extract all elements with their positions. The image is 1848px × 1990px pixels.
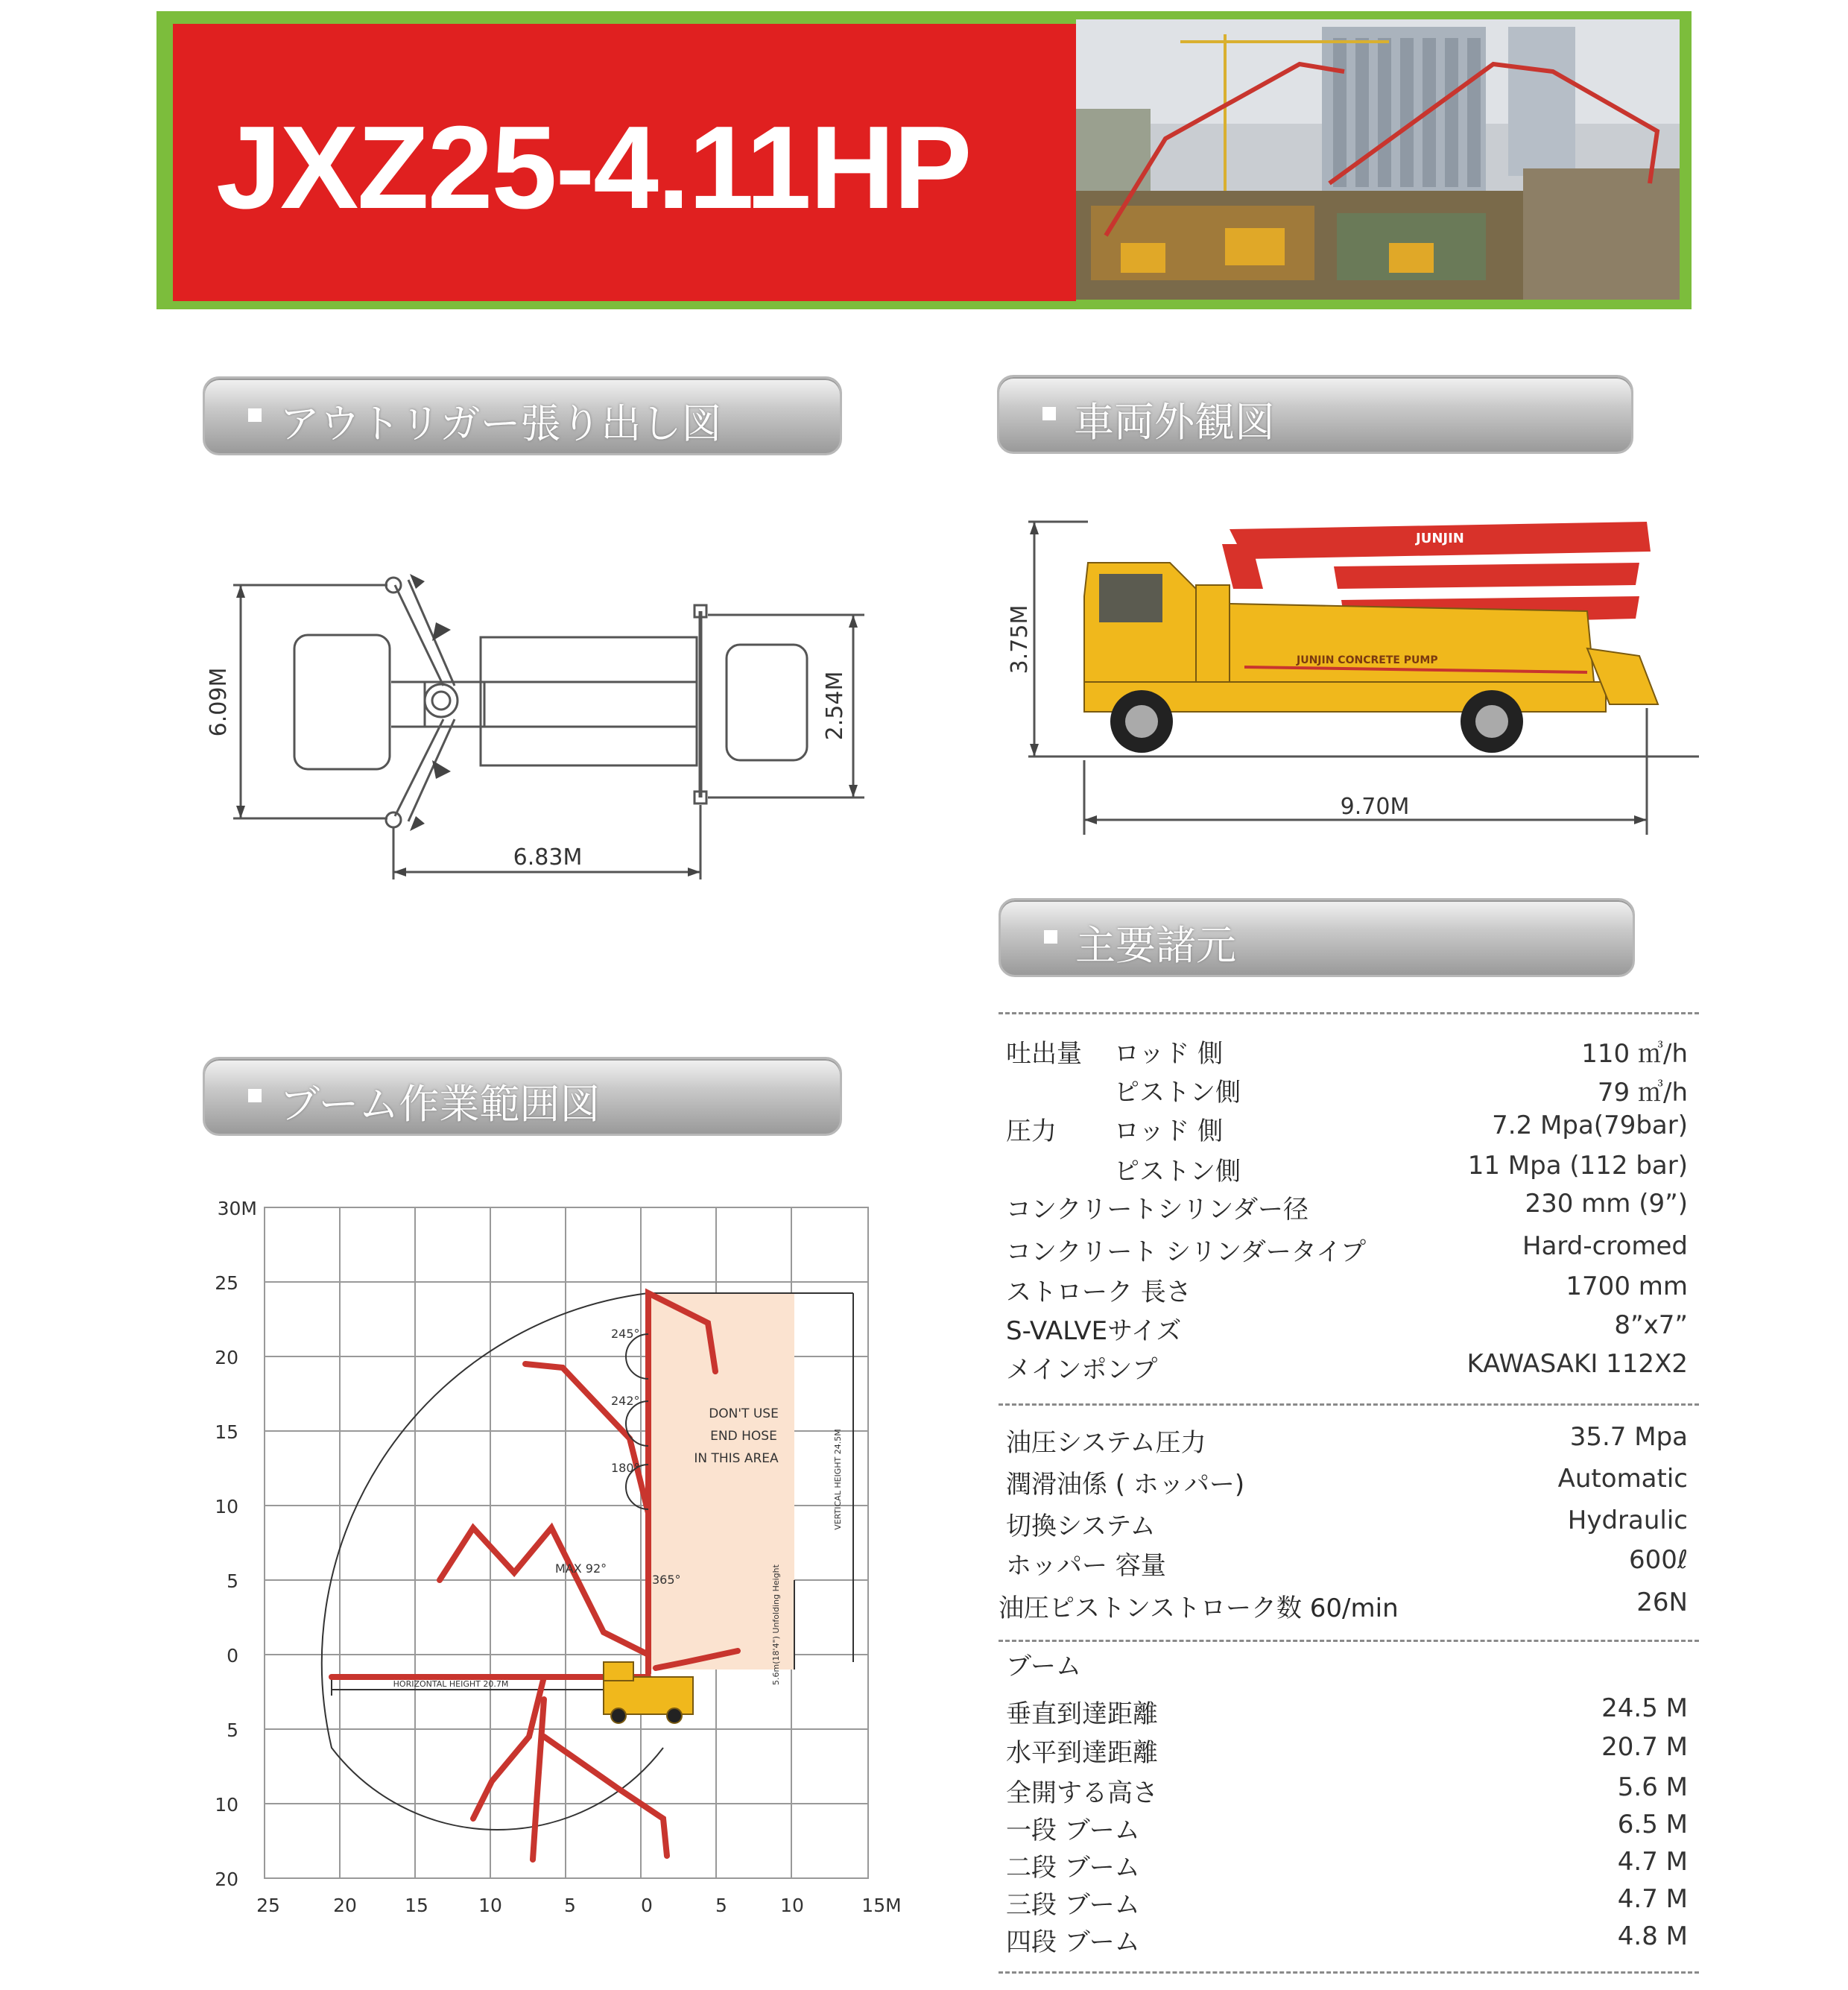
- unfold-height-label: 5.6m(18'4") Unfolding Height: [771, 1564, 781, 1685]
- y-tick: 10: [215, 1496, 238, 1517]
- spec-row: S-VALVEサイズ 8”x7”: [1006, 1310, 1688, 1346]
- cab-outline: [294, 635, 390, 769]
- spec-row: コンクリート シリンダータイプ Hard-cromed: [1006, 1231, 1688, 1267]
- spec-row: ストローク 長さ 1700 mm: [1006, 1272, 1688, 1307]
- model-title: JXZ25-4.11HP: [216, 102, 971, 233]
- x-tick: 0: [641, 1895, 653, 1916]
- notice-line: END HOSE: [710, 1429, 777, 1444]
- section-header-outrigger: [203, 376, 842, 455]
- y-tick: 5: [227, 1719, 238, 1741]
- dim-rear-width: 2.54M: [822, 671, 848, 741]
- spec-row: 水平到達距離 20.7 M: [1006, 1732, 1688, 1768]
- angle-label: 365°: [652, 1573, 681, 1587]
- arrow-icon: [410, 816, 425, 831]
- dim-vehicle-length: 9.70M: [1340, 794, 1410, 820]
- y-tick: 0: [227, 1645, 238, 1667]
- spec-row: 垂直到達距離 24.5 M: [1006, 1693, 1688, 1729]
- y-tick: 15: [215, 1421, 238, 1443]
- horizontal-height-label: HORIZONTAL HEIGHT 20.7M: [393, 1679, 509, 1689]
- spec-row: ホッパー 容量 600ℓ: [1006, 1545, 1688, 1581]
- section-title: 車両外観図: [1074, 399, 1275, 446]
- separator: [999, 1971, 1699, 1974]
- separator: [999, 1640, 1699, 1642]
- y-tick: 20: [215, 1869, 238, 1890]
- y-tick: 5: [227, 1570, 238, 1592]
- y-tick: 10: [215, 1794, 238, 1816]
- arrow-icon: [432, 760, 451, 779]
- angle-label: 180°: [611, 1461, 640, 1475]
- angle-label: MAX 92°: [555, 1561, 607, 1576]
- section-header-boom: [203, 1057, 842, 1136]
- spec-row: 切換システム Hydraulic: [1006, 1506, 1688, 1541]
- x-tick: 10: [478, 1895, 502, 1916]
- spec-row: 全開する高さ 5.6 M: [1006, 1772, 1688, 1808]
- x-tick: 5: [715, 1895, 727, 1916]
- rear-outline: [727, 645, 807, 760]
- dim-width: 6.09M: [206, 667, 232, 737]
- y-tick: 30M: [217, 1198, 257, 1219]
- y-tick: 25: [215, 1272, 238, 1294]
- x-tick: 15: [405, 1895, 428, 1916]
- spec-row: 三段 ブーム 4.7 M: [1006, 1884, 1688, 1920]
- spec-row: ピストン側 79 ㎥/h: [1114, 1078, 1688, 1108]
- section-title: ブーム作業範囲図: [279, 1081, 601, 1128]
- wheel-icon: [1110, 690, 1173, 753]
- bullet-icon: [248, 408, 262, 422]
- x-tick: 15M: [861, 1895, 902, 1916]
- y-tick: 20: [215, 1347, 238, 1368]
- spec-row: ピストン側 11 Mpa (112 bar): [1114, 1151, 1688, 1187]
- spec-row: 圧力 ロッド 側 7.2 Mpa(79bar): [1006, 1111, 1688, 1146]
- angle-label: 245°: [611, 1327, 640, 1341]
- section-title: 主要諸元: [1075, 922, 1236, 969]
- vehicle-side-view: [999, 507, 1699, 835]
- x-tick: 25: [256, 1895, 280, 1916]
- wheel-icon: [1461, 690, 1523, 753]
- spec-row: コンクリートシリンダー径 230 mm (9”): [1006, 1189, 1688, 1225]
- section-header-specs: [999, 898, 1635, 977]
- body-outline: [481, 637, 697, 765]
- x-tick: 5: [564, 1895, 576, 1916]
- bullet-icon: [248, 1089, 262, 1102]
- spec-row: 一段 ブーム 6.5 M: [1006, 1810, 1688, 1845]
- spec-row: 油圧システム圧力 35.7 Mpa: [1006, 1422, 1688, 1458]
- x-tick: 10: [780, 1895, 804, 1916]
- dim-length: 6.83M: [513, 844, 583, 871]
- truck-side-text: JUNJIN CONCRETE PUMP: [1297, 654, 1438, 666]
- separator: [999, 1403, 1699, 1406]
- construction-photo: [1076, 19, 1680, 300]
- boom-subtitle-row: ブーム: [1006, 1652, 1081, 1681]
- x-tick: 20: [333, 1895, 357, 1916]
- spec-row: 二段 ブーム 4.7 M: [1006, 1847, 1688, 1883]
- boom-range-chart: [201, 1185, 917, 1938]
- spec-row: 油圧ピストンストローク数 60/min 26N: [999, 1588, 1688, 1623]
- reach-envelope: [322, 1293, 663, 1830]
- brand-text: JUNJIN: [1416, 531, 1464, 546]
- bullet-icon: [1044, 930, 1057, 944]
- section-title: アウトリガー張り出し図: [279, 400, 722, 447]
- spec-row: 潤滑油係 ( ホッパー) Automatic: [1006, 1464, 1688, 1500]
- angle-label: 242°: [611, 1394, 640, 1408]
- separator: [999, 1012, 1699, 1014]
- arrow-icon: [432, 622, 451, 641]
- spec-row: メインポンプ KAWASAKI 112X2: [1006, 1349, 1688, 1385]
- bullet-icon: [1042, 407, 1056, 420]
- dim-height: 3.75M: [1007, 604, 1033, 675]
- notice-line: IN THIS AREA: [694, 1451, 779, 1466]
- section-header-vehicle: [997, 375, 1633, 454]
- spec-row: 四段 ブーム 4.8 M: [1006, 1921, 1688, 1957]
- cab-window: [1099, 574, 1162, 622]
- outrigger-diagram: [206, 552, 894, 894]
- notice-line: DON'T USE: [709, 1406, 779, 1421]
- vertical-height-label: VERTICAL HEIGHT 24.5M: [833, 1429, 843, 1530]
- spec-row: 吐出量 ロッド 側 110 ㎥/h: [1006, 1039, 1688, 1069]
